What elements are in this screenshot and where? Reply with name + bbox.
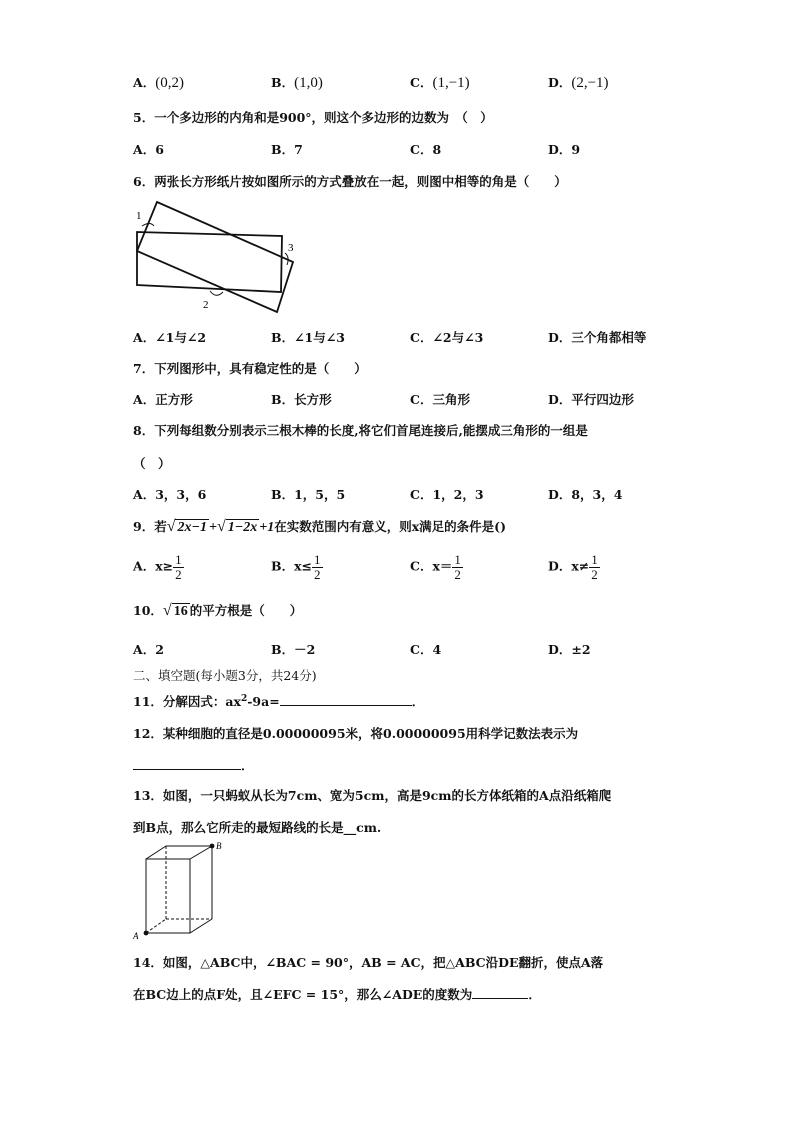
q7-option-b: B．长方形 [271,392,332,407]
q10-option-d: D．±2 [548,642,591,657]
q8-stem: 8．下列每组数分别表示三根木棒的长度,将它们首尾连接后,能摆成三角形的一组是 [133,423,588,438]
angle-2-label: 2 [203,299,209,311]
q6-option-b: B．∠1与∠3 [271,330,345,345]
angle-1-label: 1 [136,210,142,222]
q7-option-c: C．三角形 [410,392,470,407]
q9-option-a: A．x≥ $\frac{1}{2}$ [133,552,182,582]
q13-cuboid-figure [128,843,228,943]
q10-option-b: B．－2 [271,642,316,657]
q4-option-a: A．(0,2) [133,75,184,91]
q4-option-c: C．(1,−1) [410,75,470,91]
q11-stem: 11．分解因式：$ax^2-9a=$ ． [133,693,425,709]
q5-stem: 5．一个多边形的内角和是900°，则这个多边形的边数为 （ ） [133,110,493,125]
q12-answer-blank [133,769,241,770]
q10-radicand: 16 [173,604,188,619]
q8-stem-cont: （ ） [133,456,171,471]
q5-option-b: B．7 [271,142,303,157]
q14-answer-blank [472,998,528,999]
q11-answer-blank [280,705,412,706]
q14-stem: 14．如图，△ABC中，∠BAC = 90°，AB = AC，把△ABC沿DE翻折，使点A落 [133,955,604,970]
q6-option-d: D．三个角都相等 [548,330,647,345]
q12-stem: 12．某种细胞的直径是0.00000095米，将0.00000095用科学记数法表示为 [133,726,579,741]
q10-option-a: A．2 [133,642,164,657]
q9-radicand-1: 2x−1 [177,520,207,535]
q5-option-a: A．6 [133,142,164,157]
angle-3-label: 3 [288,242,294,254]
point-b [210,844,215,849]
q8-option-b: B．1，5，5 [271,487,346,502]
q7-option-a: A．正方形 [133,392,193,407]
point-a [144,931,149,936]
q10-stem: 10．√ 16 的平方根是（ ） [133,602,303,619]
q9-option-b: B．x≤ $\frac{1}{2}$ [271,552,321,582]
q8-option-c: C．1，2，3 [410,487,484,502]
q6-option-a: A．∠1与∠2 [133,330,207,345]
q14-stem-cont: 在BC边上的点F处，且∠EFC = 15°，那么∠ADE的度数为 ． [133,987,541,1002]
q9-stem: 9．若√ 2x−1 +√ 1−2x +1在实数范围内有意义，则x满足的条件是() [133,518,506,535]
q10-option-c: C．4 [410,642,442,657]
section-2-heading: 二、填空题(每小题3分，共24分) [133,668,317,683]
q5-option-d: D．9 [548,142,581,157]
q7-option-d: D．平行四边形 [548,392,634,407]
q6-overlapping-rectangles-figure [128,195,298,315]
q4-option-d: D．(2,−1) [548,75,609,91]
angle-2-arc [210,291,223,295]
point-a-label: A [133,931,139,941]
q8-option-d: D．8，3，4 [548,487,623,502]
q9-option-c: C．x＝ $\frac{1}{2}$ [410,552,461,582]
q5-option-c: C．8 [410,142,442,157]
q13-stem-cont: 到B点，那么它所走的最短路线的长是__cm. [133,820,382,835]
q9-option-d: D．x≠ $\frac{1}{2}$ [548,552,598,582]
q9-radicand-2: 1−2x [227,520,258,535]
point-b-label: B [216,841,222,851]
q13-stem: 13．如图，一只蚂蚁从长为7cm、宽为5cm，高是9cm的长方体纸箱的A点沿纸箱爬 [133,788,612,803]
q6-stem: 6．两张长方形纸片按如图所示的方式叠放在一起，则图中相等的角是（ ） [133,174,567,189]
q13-answer-blank: __ [343,820,357,835]
q4-option-b: B．(1,0) [271,75,323,91]
q7-stem: 7．下列图形中，具有稳定性的是（ ） [133,361,367,376]
q6-option-c: C．∠2与∠3 [410,330,484,345]
q8-option-a: A．3，3，6 [133,487,207,502]
q12-answer-line: ． [133,756,254,774]
